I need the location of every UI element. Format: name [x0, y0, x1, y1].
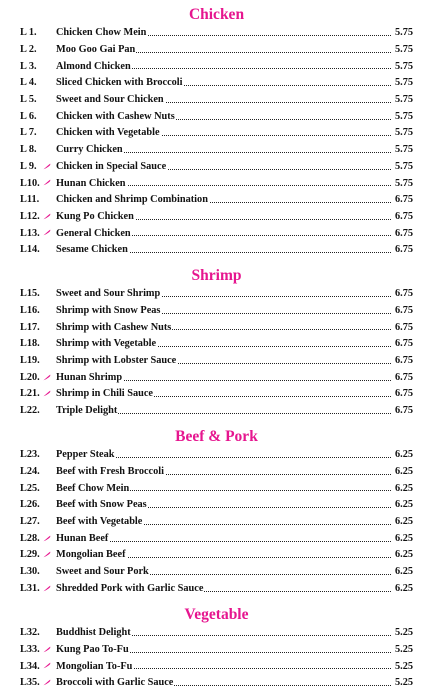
- item-name: Mongolian Beef: [56, 549, 126, 561]
- item-code: L28.: [20, 532, 40, 544]
- menu-item-row: [0, 675, 433, 692]
- item-name: Sliced Chicken with Broccoli: [56, 77, 183, 89]
- item-price: 6.25: [394, 566, 413, 578]
- item-name: Moo Goo Gai Pan: [56, 43, 136, 55]
- red-pepper-icon: [43, 662, 51, 669]
- item-price: 5.75: [394, 27, 413, 39]
- red-pepper-icon: [43, 551, 51, 558]
- item-price: 5.75: [394, 177, 413, 189]
- item-price: 5.75: [394, 144, 413, 156]
- item-code: L 6.: [20, 110, 37, 122]
- item-price: 6.75: [394, 304, 413, 316]
- item-name: Hunan Chicken: [56, 177, 126, 189]
- menu-item-row: [0, 386, 433, 403]
- item-code: L34.: [20, 660, 40, 672]
- menu-item-row: [0, 547, 433, 564]
- item-code: L 5.: [20, 94, 37, 106]
- item-price: 5.75: [394, 77, 413, 89]
- item-name: Curry Chicken: [56, 144, 123, 156]
- item-code: L14.: [20, 244, 40, 256]
- item-price: 5.75: [394, 60, 413, 72]
- section-title: Chicken: [188, 6, 245, 23]
- item-code: L13.: [20, 227, 40, 239]
- item-code: L33.: [20, 643, 40, 655]
- item-price: 6.75: [394, 321, 413, 333]
- item-price: 6.75: [394, 338, 413, 350]
- menu-item-row: [0, 319, 433, 336]
- item-code: L 3.: [20, 60, 37, 72]
- item-code: L29.: [20, 549, 40, 561]
- red-pepper-icon: [43, 179, 51, 186]
- item-code: L10.: [20, 177, 40, 189]
- item-code: L12.: [20, 210, 40, 222]
- item-price: 6.25: [394, 465, 413, 477]
- item-price: 5.75: [394, 127, 413, 139]
- item-code: L35.: [20, 677, 40, 689]
- item-name: Kung Pao To-Fu: [56, 643, 129, 655]
- item-name: Sesame Chicken: [56, 244, 128, 256]
- item-name: Shrimp with Cashew Nuts: [56, 321, 172, 333]
- item-name: Shrimp with Vegetable: [56, 338, 157, 350]
- menu-item-row: [0, 403, 433, 420]
- item-name: Kung Po Chicken: [56, 210, 134, 222]
- menu-item-row: [0, 92, 433, 109]
- item-name: Beef with Vegetable: [56, 516, 143, 528]
- menu-item-row: [0, 175, 433, 192]
- item-price: 6.25: [394, 516, 413, 528]
- item-price: 6.25: [394, 499, 413, 511]
- item-price: 6.25: [394, 582, 413, 594]
- item-code: L23.: [20, 449, 40, 461]
- menu-item-row: [0, 514, 433, 531]
- menu-item-row: [0, 75, 433, 92]
- menu-item-row: [0, 336, 433, 353]
- red-pepper-icon: [43, 679, 51, 686]
- menu-item-row: [0, 303, 433, 320]
- item-code: L11.: [20, 194, 40, 206]
- item-name: Pepper Steak: [56, 449, 115, 461]
- item-name: Hunan Beef: [56, 532, 109, 544]
- menu-item-row: [0, 625, 433, 642]
- menu-item-row: [0, 286, 433, 303]
- menu-item-row: [0, 159, 433, 176]
- menu-item-row: [0, 497, 433, 514]
- item-price: 6.25: [394, 549, 413, 561]
- item-name: Sweet and Sour Pork: [56, 566, 149, 578]
- item-price: 6.75: [394, 194, 413, 206]
- menu-item-row: [0, 125, 433, 142]
- item-price: 6.25: [394, 532, 413, 544]
- item-price: 6.25: [394, 449, 413, 461]
- red-pepper-icon: [43, 390, 51, 397]
- item-code: L24.: [20, 465, 40, 477]
- item-name: Almond Chicken: [56, 60, 131, 72]
- menu-item-row: [0, 192, 433, 209]
- red-pepper-icon: [43, 163, 51, 170]
- menu-item-row: [0, 564, 433, 581]
- item-price: 5.25: [394, 643, 413, 655]
- item-price: 5.25: [394, 660, 413, 672]
- item-code: L25.: [20, 482, 40, 494]
- item-name: Shrimp in Chili Sauce: [56, 388, 153, 400]
- item-price: 6.75: [394, 288, 413, 300]
- menu-item-row: [0, 353, 433, 370]
- item-code: L 9.: [20, 160, 37, 172]
- menu-item-row: [0, 464, 433, 481]
- item-price: 5.75: [394, 43, 413, 55]
- item-code: L20.: [20, 371, 40, 383]
- item-code: L16.: [20, 304, 40, 316]
- item-code: L 2.: [20, 43, 37, 55]
- red-pepper-icon: [43, 374, 51, 381]
- menu-item-row: [0, 581, 433, 598]
- item-name: Chicken with Cashew Nuts: [56, 110, 175, 122]
- menu-item-row: [0, 109, 433, 126]
- item-code: L 4.: [20, 77, 37, 89]
- item-code: L 7.: [20, 127, 37, 139]
- item-name: General Chicken: [56, 227, 131, 239]
- item-price: 6.75: [394, 227, 413, 239]
- item-name: Beef with Snow Peas: [56, 499, 147, 511]
- item-code: L17.: [20, 321, 40, 333]
- item-code: L31.: [20, 582, 40, 594]
- menu-item-row: [0, 447, 433, 464]
- menu-item-row: [0, 225, 433, 242]
- item-price: 5.75: [394, 94, 413, 106]
- item-price: 5.75: [394, 110, 413, 122]
- menu-item-row: [0, 480, 433, 497]
- item-price: 6.75: [394, 244, 413, 256]
- menu-item-row: [0, 658, 433, 675]
- menu-item-row: [0, 531, 433, 548]
- item-price: 5.75: [394, 160, 413, 172]
- item-code: L32.: [20, 627, 40, 639]
- item-price: 6.75: [394, 210, 413, 222]
- item-code: L15.: [20, 288, 40, 300]
- red-pepper-icon: [43, 646, 51, 653]
- section-title: Beef & Pork: [175, 428, 258, 445]
- item-code: L 8.: [20, 144, 37, 156]
- item-price: 6.75: [394, 388, 413, 400]
- item-name: Shredded Pork with Garlic Sauce: [56, 582, 204, 594]
- menu-item-row: [0, 42, 433, 59]
- item-name: Buddhist Delight: [56, 627, 131, 639]
- item-name: Hunan Shrimp: [56, 371, 123, 383]
- item-name: Triple Delight: [56, 405, 118, 417]
- item-name: Sweet and Sour Chicken: [56, 94, 164, 106]
- item-price: 6.75: [394, 405, 413, 417]
- item-price: 6.75: [394, 355, 413, 367]
- red-pepper-icon: [43, 585, 51, 592]
- red-pepper-icon: [43, 229, 51, 236]
- item-code: L22.: [20, 405, 40, 417]
- section-title: Vegetable: [184, 606, 249, 623]
- item-name: Chicken in Special Sauce: [56, 160, 167, 172]
- menu-item-row: [0, 142, 433, 159]
- item-name: Shrimp with Lobster Sauce: [56, 355, 177, 367]
- menu-item-row: [0, 58, 433, 75]
- menu-item-row: [0, 370, 433, 387]
- item-name: Beef Chow Mein: [56, 482, 130, 494]
- item-code: L 1.: [20, 27, 37, 39]
- item-code: L21.: [20, 388, 40, 400]
- red-pepper-icon: [43, 535, 51, 542]
- item-code: L26.: [20, 499, 40, 511]
- item-name: Beef with Fresh Broccoli: [56, 465, 165, 477]
- item-name: Shrimp with Snow Peas: [56, 304, 161, 316]
- item-code: L30.: [20, 566, 40, 578]
- menu-item-row: [0, 642, 433, 659]
- item-name: Sweet and Sour Shrimp: [56, 288, 161, 300]
- menu-item-row: [0, 242, 433, 259]
- item-name: Chicken with Vegetable: [56, 127, 160, 139]
- item-price: 6.25: [394, 482, 413, 494]
- item-price: 5.25: [394, 677, 413, 689]
- section-title: Shrimp: [191, 267, 242, 284]
- item-price: 5.25: [394, 627, 413, 639]
- item-name: Broccoli with Garlic Sauce: [56, 677, 174, 689]
- red-pepper-icon: [43, 213, 51, 220]
- item-name: Chicken and Shrimp Combination: [56, 194, 208, 206]
- item-price: 6.75: [394, 371, 413, 383]
- item-code: L18.: [20, 338, 40, 350]
- menu-item-row: [0, 25, 433, 42]
- item-code: L27.: [20, 516, 40, 528]
- menu-item-row: [0, 209, 433, 226]
- item-name: Mongolian To-Fu: [56, 660, 133, 672]
- item-code: L19.: [20, 355, 40, 367]
- item-name: Chicken Chow Mein: [56, 27, 147, 39]
